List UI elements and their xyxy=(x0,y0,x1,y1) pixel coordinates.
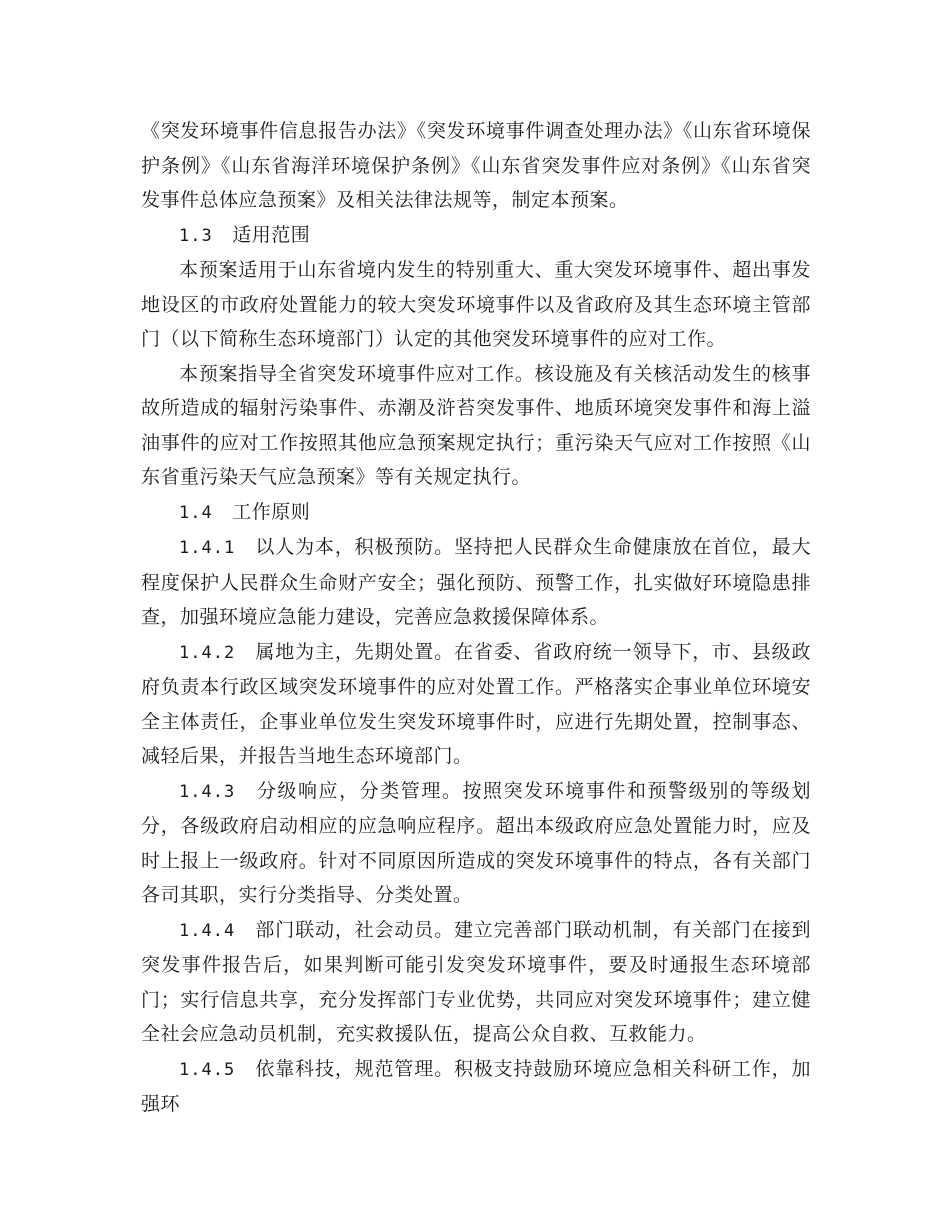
paragraph-scope xyxy=(141,253,811,357)
clause-text: 部门联动，社会动员。建立完善部门联动机制，有关部门在接到突发事件报告后，如果判断可能引发突发环境事件，要及时通报生态环境部门；实行信息共享，充分发挥部门专业优势，共同应对突发环境事件；建立健全社会应急动员机制，充实救援队伍，提高公众自救、互救能力。 xyxy=(141,918,811,1045)
principle-1-4-1 xyxy=(141,530,811,635)
section-title: 适用范围 xyxy=(232,223,311,246)
clause-number: 1.4.1 xyxy=(179,538,236,558)
paragraph-text: 本预案指导全省突发环境事件应对工作。核设施及有关核活动发生的核事故所造成的辐射污染事件、赤潮及浒苔突发事件、地质环境突发事件和海上溢油事件的应对工作按照其他应急预案规定执行；重污染天气应对工作按照《山东省重污染天气应急预案》等有关规定执行。 xyxy=(141,362,811,488)
section-heading-scope xyxy=(141,218,811,254)
section-number: 1.4 xyxy=(179,502,213,523)
principle-1-4-5 xyxy=(141,1052,811,1122)
paragraph-legal-basis xyxy=(141,114,811,218)
clause-number: 1.4.4 xyxy=(179,920,236,941)
principle-1-4-2 xyxy=(141,635,811,774)
clause-text: 属地为主，先期处置。在省委、省政府统一领导下，市、县级政府负责本行政区域突发环境事件的应对处置工作。严格落实企事业单位环境安全主体责任，企事业单位发生突发环境事件时，应进行先期处置，控制事态、减轻后果，并报告当地生态环境部门。 xyxy=(141,640,811,767)
section-title: 工作原则 xyxy=(232,500,311,523)
principle-1-4-4 xyxy=(141,913,811,1052)
clause-number: 1.4.3 xyxy=(179,781,236,802)
principle-1-4-3 xyxy=(141,774,811,913)
section-heading-principles xyxy=(141,495,811,531)
paragraph-text: 《突发环境事件信息报告办法》《突发环境事件调查处理办法》《山东省环境保护条例》《山东省海洋环境保护条例》《山东省突发事件应对条例》《山东省突发事件总体应急预案》及相关法律法规等，制定本预案。 xyxy=(141,120,811,211)
clause-text: 以人为本，积极预防。坚持把人民群众生命健康放在首位，最大程度保护人民群众生命财产安全；强化预防、预警工作，扎实做好环境隐患排查，加强环境应急能力建设，完善应急救援保障体系。 xyxy=(141,536,811,628)
paragraph-text: 本预案适用于山东省境内发生的特别重大、重大突发环境事件、超出事发地设区的市政府处置能力的较大突发环境事件以及省政府及其生态环境主管部门（以下简称生态环境部门）认定的其他突发环境事件的应对工作。 xyxy=(141,259,811,350)
document-body xyxy=(141,114,811,1122)
clause-text: 分级响应，分类管理。按照突发环境事件和预警级别的等级划分，各级政府启动相应的应急响应程序。超出本级政府应急处置能力时，应及时上报上一级政府。针对不同原因所造成的突发环境事件的特点，各有关部门各司其职，实行分类指导、分类处置。 xyxy=(141,779,811,906)
clause-text: 依靠科技，规范管理。积极支持鼓励环境应急相关科研工作，加强环 xyxy=(141,1057,811,1115)
clause-number: 1.4.2 xyxy=(179,642,236,663)
paragraph-guidance xyxy=(141,357,811,495)
section-number: 1.3 xyxy=(179,225,213,246)
clause-number: 1.4.5 xyxy=(179,1059,236,1080)
